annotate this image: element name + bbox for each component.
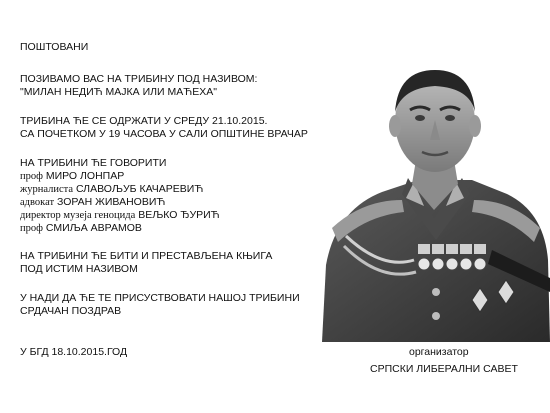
speaker-row	[20, 222, 142, 235]
speaker-title: проф	[20, 223, 43, 234]
place-date: У БГД 18.10.2015.ГОД	[20, 346, 128, 358]
salutation: ПОШТОВАНИ	[20, 41, 89, 53]
organizer-label: организатор	[409, 346, 469, 358]
event-line-2: СА ПОЧЕТКОМ У 19 ЧАСОВА У САЛИ ОПШТИНЕ ВРАЧАР	[20, 128, 308, 140]
closing-line-2: СРДАЧАН ПОЗДРАВ	[20, 305, 122, 317]
speaker-title: журналиста	[20, 184, 74, 195]
speaker-row	[20, 170, 124, 183]
invite-line-2: "МИЛАН НЕДИЋ МАЈКА ИЛИ МАЋЕХА"	[20, 86, 217, 98]
closing-line-1: У НАДИ ДА ЋЕ ТЕ ПРИСУСТВОВАТИ НАШОЈ ТРИБИНИ	[20, 292, 300, 304]
speaker-name: МИРО ЛОНПАР	[45, 170, 125, 182]
speaker-name: ВЕЉКО ЂУРИЋ	[138, 209, 220, 221]
speaker-name: СМИЉА АВРАМОВ	[45, 222, 142, 234]
portrait-photo	[322, 60, 550, 342]
invite-line-1: ПОЗИВАМО ВАС НА ТРИБИНУ ПОД НАЗИВОМ:	[20, 73, 258, 85]
book-line-2: ПОД ИСТИМ НАЗИВОМ	[20, 263, 138, 275]
book-line-1: НА ТРИБИНИ ЋЕ БИТИ И ПРЕСТАВЉЕНА КЊИГА	[20, 250, 273, 262]
speaker-row	[20, 183, 203, 196]
speaker-title: проф	[20, 171, 43, 182]
speaker-name: СЛАВОЉУБ КАЧАРЕВИЋ	[75, 183, 204, 195]
speaker-title: директор музеја геноцида	[20, 210, 136, 221]
event-line-1: ТРИБИНА ЋЕ СЕ ОДРЖАТИ У СРЕДУ 21.10.2015.	[20, 115, 268, 127]
speakers-heading: НА ТРИБИНИ ЋЕ ГОВОРИТИ	[20, 157, 167, 169]
speaker-row	[20, 196, 165, 209]
organizer-name: СРПСКИ ЛИБЕРАЛНИ САВЕТ	[370, 363, 518, 375]
speaker-name: ЗОРАН ЖИВАНОВИЋ	[56, 196, 166, 208]
speaker-row	[20, 209, 220, 222]
speaker-title: адвокат	[20, 197, 55, 208]
